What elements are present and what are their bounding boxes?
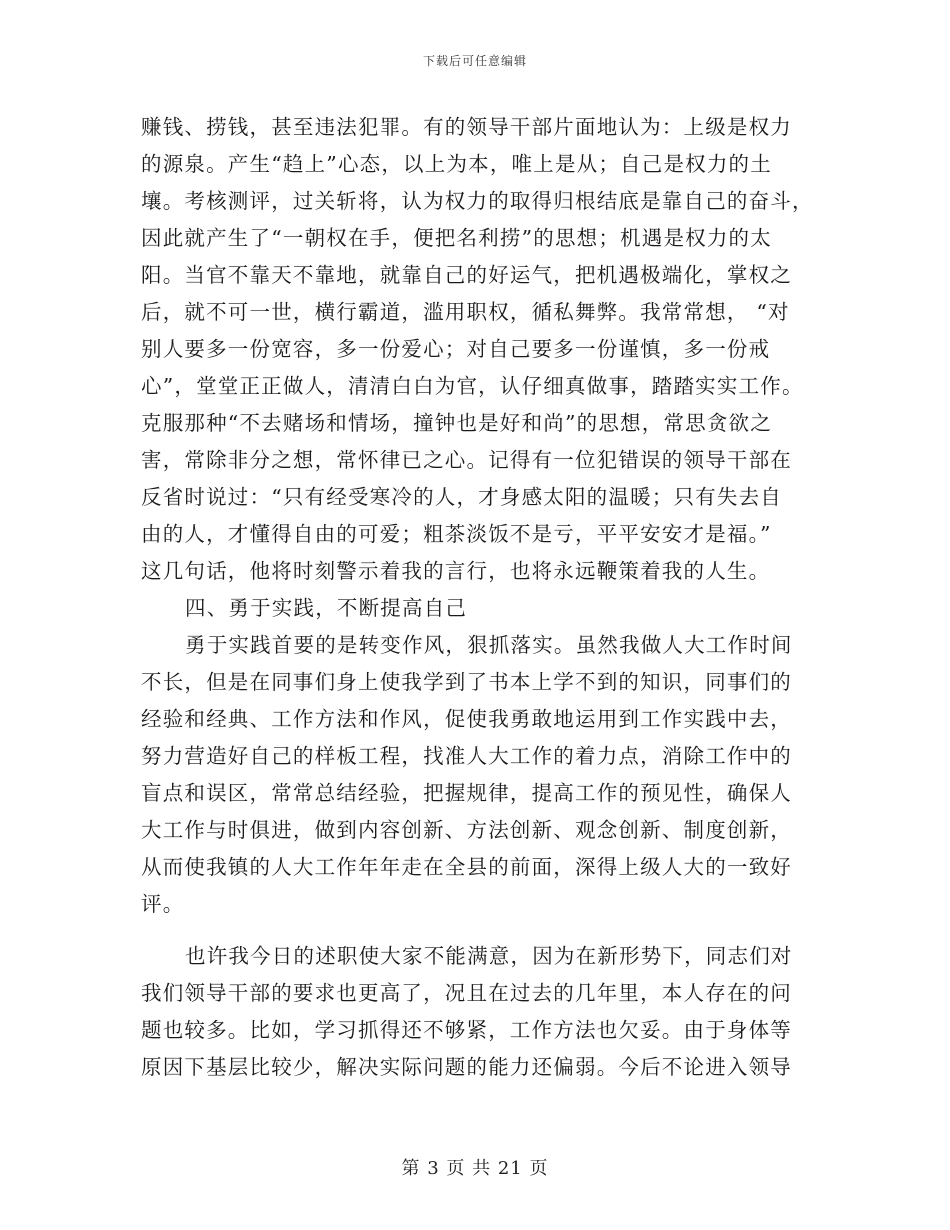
body-line: 害，常除非分之想，常怀律已之心。记得有一位犯错误的领导干部在 [141, 448, 792, 472]
body-line: 的源泉。产生“趋上”心态，以上为本，唯上是从；自己是权力的土 [141, 152, 772, 176]
body-line: 克服那种“不去赌场和情场，撞钟也是好和尚”的思想，常思贪欲之 [141, 411, 772, 435]
body-line: 从而使我镇的人大工作年年走在全县的前面，深得上级人大的一致好 [141, 855, 792, 879]
body-line: 心”，堂堂正正做人，清清白白为官，认仔细真做事，踏踏实实工作。 [141, 374, 804, 398]
body-line: 原因下基层比较少，解决实际问题的能力还偏弱。今后不论进入领导 [141, 1055, 792, 1079]
body-line: 勇于实践首要的是转变作风，狠抓落实。虽然我做人大工作时间 [185, 633, 793, 657]
body-line: 阳。当官不靠天不靠地，就靠自己的好运气，把机遇极端化，掌权之 [141, 263, 792, 287]
body-line: 由的人，才懂得自由的可爱；粗茶淡饭不是亏，平平安安才是福。” [141, 522, 772, 546]
body-line: 反省时说过：“只有经受寒冷的人，才身感太阳的温暖；只有失去自 [141, 485, 782, 509]
body-line: 我们领导干部的要求也更高了，况且在过去的几年里，本人存在的问 [141, 981, 792, 1005]
body-line: 别人要多一份宽容，多一份爱心；对自己要多一份谨慎，多一份戒 [141, 337, 771, 361]
document-body [141, 109, 814, 1086]
section-heading: 四、勇于实践，不断提高自己 [185, 596, 468, 620]
body-line: 努力营造好自己的样板工程，找准人大工作的着力点，消除工作中的 [141, 744, 792, 768]
body-line: 这几句话，他将时刻警示着我的言行，也将永远鞭策着我的人生。 [141, 559, 771, 583]
body-line: 题也较多。比如，学习抓得还不够紧，工作方法也欠妥。由于身体等 [141, 1018, 792, 1042]
body-line: 大工作与时俱进，做到内容创新、方法创新、观念创新、制度创新， [141, 818, 792, 842]
body-line: 经验和经典、工作方法和作风，促使我勇敢地运用到工作实践中去， [141, 707, 792, 731]
body-line: 赚钱、捞钱，甚至违法犯罪。有的领导干部片面地认为：上级是权力 [141, 115, 792, 139]
body-line: 后，就不可一世，横行霸道，滥用职权，循私舞弊。我常常想， “对 [141, 300, 790, 324]
body-line: 评。 [141, 892, 185, 916]
page-number: 第 3 页 共 21 页 [401, 1158, 549, 1179]
paragraph-gap [141, 923, 811, 938]
body-line: 也许我今日的述职使大家不能满意，因为在新形势下，同志们对 [185, 944, 793, 968]
body-line: 壤。考核测评，过关斩将，认为权力的取得归根结底是靠自己的奋斗， [141, 189, 814, 213]
body-line: 盲点和误区，常常总结经验，把握规律，提高工作的预见性，确保人 [141, 781, 792, 805]
body-line: 因此就产生了“一朝权在手，便把名利捞”的思想；机遇是权力的太 [141, 226, 772, 250]
page-header: 下载后可任意编辑 [422, 54, 527, 68]
body-line: 不长，但是在同事们身上使我学到了书本上学不到的知识，同事们的 [141, 670, 792, 694]
